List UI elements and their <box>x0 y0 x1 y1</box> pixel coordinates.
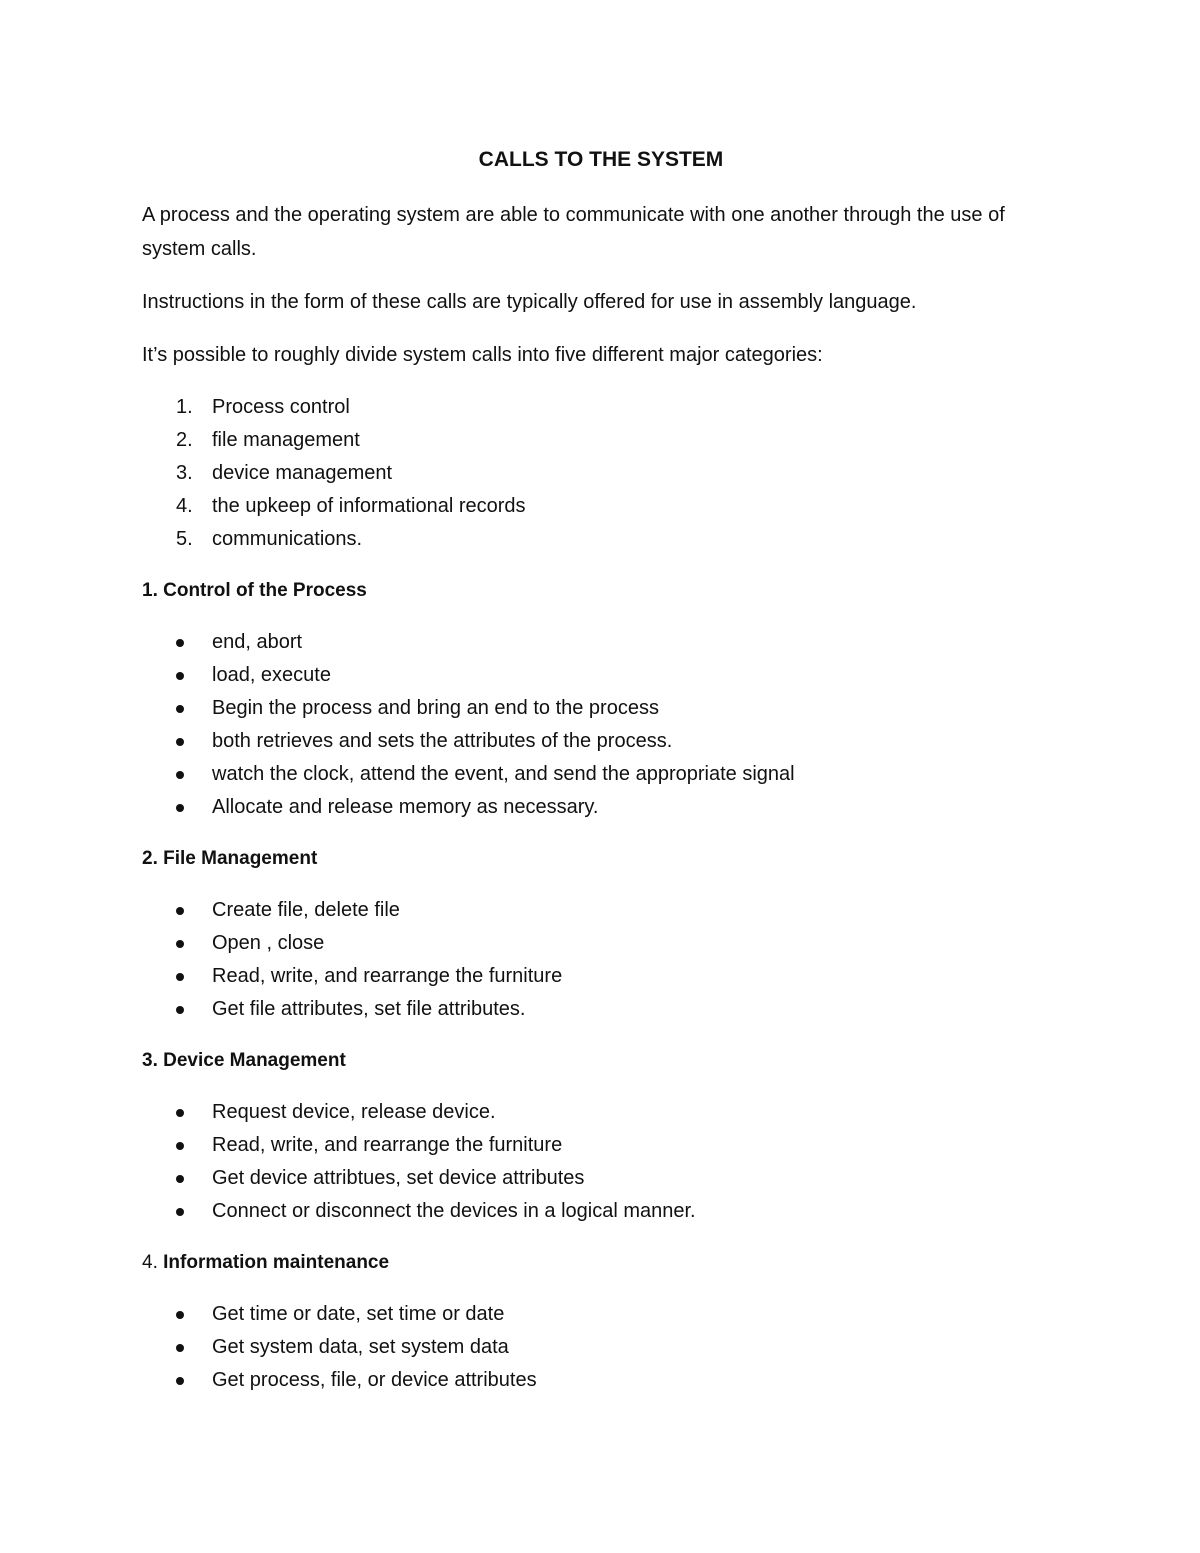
bullet-icon <box>176 907 184 915</box>
bullet-icon <box>176 672 184 680</box>
list-item <box>142 1195 1060 1228</box>
list-item-text: Begin the process and bring an end to the process <box>212 697 659 719</box>
list-item <box>142 1129 1060 1162</box>
list-item <box>142 490 1060 523</box>
bullet-icon <box>176 705 184 713</box>
section-heading-device-management: 3. Device Management <box>142 1050 346 1071</box>
list-number: 4. <box>176 495 193 517</box>
section-title: Information maintenance <box>163 1252 390 1273</box>
list-number: 2. <box>176 429 193 451</box>
intro-paragraph-3: It’s possible to roughly divide system calls into five different major categories: <box>142 344 823 366</box>
list-item <box>142 894 1060 927</box>
list-item <box>142 1096 1060 1129</box>
list-item-text: Connect or disconnect the devices in a logical manner. <box>212 1200 696 1222</box>
bullet-icon <box>176 973 184 981</box>
list-item-text: end, abort <box>212 631 303 653</box>
list-number: 5. <box>176 528 193 550</box>
list-item <box>142 758 1060 791</box>
bullet-icon <box>176 1175 184 1183</box>
bullet-icon <box>176 1109 184 1117</box>
list-item <box>142 960 1060 993</box>
list-item <box>142 457 1060 490</box>
list-item-text: the upkeep of informational records <box>212 495 526 517</box>
list-item <box>142 659 1060 692</box>
list-item <box>142 1331 1060 1364</box>
section-heading-information-maintenance <box>142 1246 1060 1280</box>
list-item <box>142 626 1060 659</box>
section-heading-file-management: 2. File Management <box>142 848 318 869</box>
list-item-text: Read, write, and rearrange the furniture <box>212 1134 563 1156</box>
list-item-text: Request device, release device. <box>212 1101 496 1123</box>
categories-list <box>142 391 1060 556</box>
list-item <box>142 927 1060 960</box>
list-item <box>142 993 1060 1026</box>
list-item-text: Get time or date, set time or date <box>212 1303 505 1325</box>
list-item-text: Get system data, set system data <box>212 1336 509 1358</box>
list-item <box>142 692 1060 725</box>
bullet-icon <box>176 771 184 779</box>
list-item <box>142 1298 1060 1331</box>
list-item-text: Open , close <box>212 932 325 954</box>
list-item-text: Get file attributes, set file attributes. <box>212 998 526 1020</box>
bullet-icon <box>176 639 184 647</box>
list-item <box>142 523 1060 556</box>
list-item-text: Process control <box>212 396 350 418</box>
list-item-text: Get device attribtues, set device attributes <box>212 1167 585 1189</box>
list-number: 1. <box>176 396 193 418</box>
intro-paragraph-2: Instructions in the form of these calls are typically offered for use in assembly language. <box>142 291 917 313</box>
file-management-list <box>142 894 1060 1026</box>
process-control-list <box>142 626 1060 824</box>
list-item-text: Create file, delete file <box>212 899 400 921</box>
bullet-icon <box>176 1377 184 1385</box>
list-item-text: both retrieves and sets the attributes of the process. <box>212 730 673 752</box>
bullet-icon <box>176 1208 184 1216</box>
list-item <box>142 424 1060 457</box>
list-item <box>142 1162 1060 1195</box>
list-item-text: device management <box>212 462 393 484</box>
list-item-text: communications. <box>212 528 363 550</box>
list-item <box>142 791 1060 824</box>
page-title: CALLS TO THE SYSTEM <box>478 148 724 171</box>
list-item-text: Allocate and release memory as necessary. <box>212 796 599 818</box>
list-item-text: Get process, file, or device attributes <box>212 1369 537 1391</box>
device-management-list <box>142 1096 1060 1228</box>
list-number: 3. <box>176 462 193 484</box>
list-item-text: Read, write, and rearrange the furniture <box>212 965 563 987</box>
bullet-icon <box>176 1006 184 1014</box>
list-item <box>142 1364 1060 1397</box>
bullet-icon <box>176 1344 184 1352</box>
information-maintenance-list <box>142 1298 1060 1397</box>
list-item-text: watch the clock, attend the event, and send the appropriate signal <box>212 763 795 785</box>
bullet-icon <box>176 804 184 812</box>
bullet-icon <box>176 1142 184 1150</box>
bullet-icon <box>176 1311 184 1319</box>
section-heading-process-control: 1. Control of the Process <box>142 580 367 601</box>
section-number: 4. <box>142 1252 158 1273</box>
list-item <box>142 725 1060 758</box>
bullet-icon <box>176 738 184 746</box>
list-item-text: file management <box>212 429 360 451</box>
bullet-icon <box>176 940 184 948</box>
list-item-text: load, execute <box>212 664 331 686</box>
list-item <box>142 391 1060 424</box>
intro-paragraph-1: A process and the operating system are able to communicate with one another through the use of system calls. <box>142 204 1005 260</box>
